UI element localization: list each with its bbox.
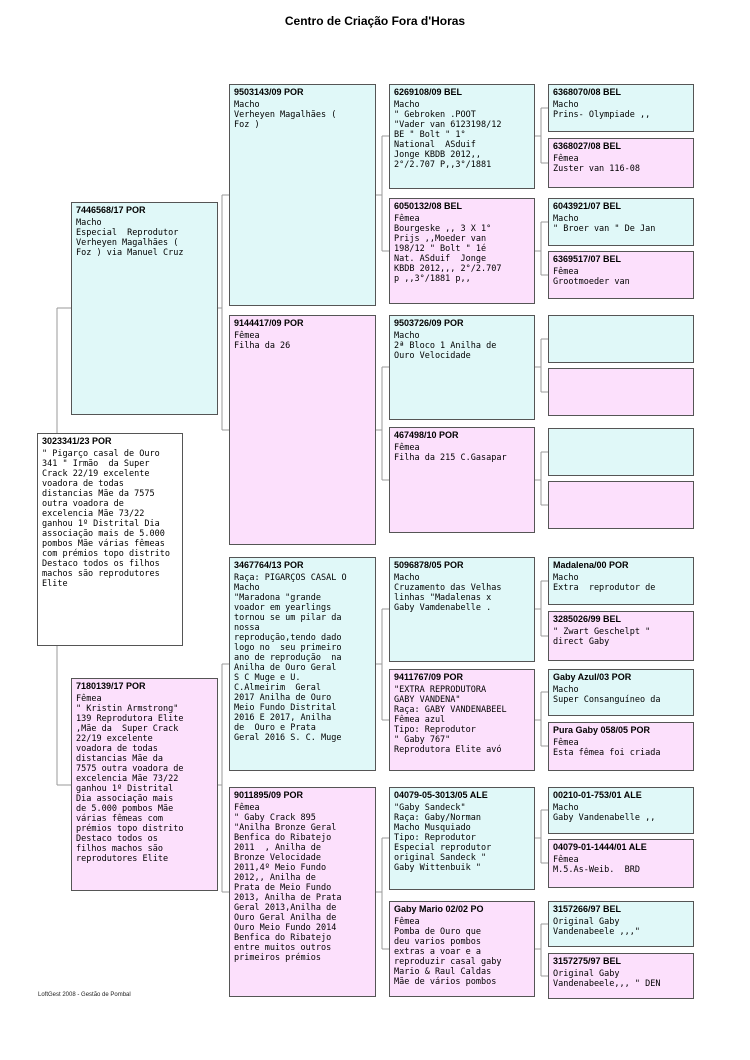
subject-card[interactable]	[37, 433, 183, 646]
bird-notes: Fêmea Filha da 26	[234, 331, 291, 351]
bird-notes: Macho 2ª Bloco 1 Anilha de Ouro Velocidade	[394, 331, 497, 361]
bird-notes: Fêmea " Kristin Armstrong" 139 Reprodutora Elite ,Mãe da Super Crack 22/19 excelente voadora de todas distancias Mãe da 7575 outra voadora de excelencia Mãe 73/22 ganhou 1º Distrital Dia associação mais de 5.000 pombos Mãe várias fêmeas com prémios topo distrito Destaco todos os filhos machos são reprodutores Elite	[76, 694, 184, 864]
ring-number: 3157266/97 BEL	[553, 904, 622, 914]
great-grandparent-connector	[535, 452, 548, 505]
great-grandparent-connector	[535, 339, 548, 392]
ring-number: 6043921/07 BEL	[553, 201, 622, 211]
bird-notes: Macho Cruzamento das Velhas linhas "Madalenas x Gaby Vamdenabelle .	[394, 573, 502, 613]
ancestor-card[interactable]	[548, 251, 694, 299]
bird-notes: Macho Super Consanguíneo da	[553, 685, 661, 705]
great-grandparent-connector	[535, 692, 548, 746]
great-grandparent-card[interactable]	[389, 787, 535, 890]
grandparent-connector	[376, 609, 389, 720]
grandparent-connector	[376, 838, 389, 949]
great-grandparent-connector	[535, 924, 548, 976]
ring-number: 9144417/09 POR	[234, 318, 304, 328]
ancestor-card[interactable]	[548, 198, 694, 246]
ring-number: 3157275/97 BEL	[553, 956, 622, 966]
dam-card[interactable]	[71, 678, 218, 891]
ancestor-card[interactable]	[548, 557, 694, 605]
bird-notes: Macho Gaby Vandenabelle ,,	[553, 803, 656, 823]
ring-number: Gaby Mario 02/02 PO	[394, 904, 484, 914]
bird-notes: Fêmea " Gaby Crack 895 "Anilha Bronze Geral Benfica do Ribatejo 2011 , Anilha de Bronze Velocidade 2011,4º Meio Fundo 2012,, Anilha de Prata de Meio Fundo 2013, Anilha de Prata Geral 2013,Anilha de Ouro Geral Anilha de Ouro Meio Fundo 2014 Benfica do Ribatejo entre muitos outros primeiros prémios	[234, 803, 342, 963]
ring-number: 9011895/09 POR	[234, 790, 304, 800]
ancestor-card[interactable]	[548, 787, 694, 834]
ring-number: 3467764/13 POR	[234, 560, 304, 570]
grandparent-connector	[376, 136, 389, 251]
ancestor-card-empty	[548, 481, 694, 529]
great-grandparent-connector	[535, 108, 548, 163]
bird-notes: "Gaby Sandeck" Raça: Gaby/Norman Macho Musquiado Tipo: Reprodutor Especial reprodutor original Sandeck " Gaby Wittenbuik "	[394, 803, 492, 873]
ring-number: 3285026/99 BEL	[553, 614, 622, 624]
grandparent-connector	[376, 367, 389, 480]
bird-notes: Macho Prins- Olympiade ,,	[553, 100, 651, 120]
bird-notes: Macho Verheyen Magalhães ( Foz )	[234, 100, 337, 130]
bird-notes: Fêmea Bourgeske ,, 3 X 1° Prijs ,,Moeder van 198/12 " Bolt " 1é Nat. ASduif Jonge KBDB 2012,,, 2°/2.707 p ,,3°/1881 p,,	[394, 214, 502, 284]
ancestor-card[interactable]	[548, 669, 694, 716]
ring-number: 6368070/08 BEL	[553, 87, 622, 97]
bird-notes: Macho Extra reprodutor de	[553, 573, 656, 593]
ring-number: 6369517/07 BEL	[553, 254, 622, 264]
great-grandparent-card[interactable]	[389, 901, 535, 997]
ancestor-card[interactable]	[548, 901, 694, 947]
great-grandparent-card[interactable]	[389, 198, 535, 304]
great-grandparent-connector	[535, 222, 548, 275]
ancestor-card-empty	[548, 315, 694, 363]
page-title: Centro de Criação Fora d'Horas	[284, 14, 466, 28]
ring-number: 6269108/09 BEL	[394, 87, 463, 97]
ancestor-card[interactable]	[548, 722, 694, 771]
ring-number: 3023341/23 POR	[42, 436, 112, 446]
bird-notes: Fêmea Filha da 215 C.Gasapar	[394, 443, 507, 463]
great-grandparent-card[interactable]	[389, 669, 535, 771]
ring-number: Gaby Azul/03 POR	[553, 672, 632, 682]
ring-number: 9411767/09 POR	[394, 672, 464, 682]
sire-connector	[218, 195, 229, 430]
grandparent-card[interactable]	[229, 315, 376, 545]
great-grandparent-connector	[535, 581, 548, 636]
great-grandparent-card[interactable]	[389, 84, 535, 189]
ring-number: 04079-05-3013/05 ALE	[394, 790, 488, 800]
ancestor-card-empty	[548, 368, 694, 416]
ancestor-card[interactable]	[548, 84, 694, 132]
great-grandparent-card[interactable]	[389, 315, 535, 420]
bird-notes: Fêmea Zuster van 116-08	[553, 154, 640, 174]
ancestor-card[interactable]	[548, 953, 694, 999]
ancestor-card[interactable]	[548, 839, 694, 888]
bird-notes: Fêmea Esta fêmea foi criada	[553, 738, 661, 758]
bird-notes: Fêmea M.5.As-Weib. BRD	[553, 855, 640, 875]
sire-card[interactable]	[71, 202, 218, 415]
bird-notes: Fêmea Grootmoeder van	[553, 267, 630, 287]
bird-notes: Macho Especial Reprodutor Verheyen Magalhães ( Foz ) via Manuel Cruz	[76, 218, 184, 258]
bird-notes: Macho " Gebroken .POOT "Vader van 6123198/12 BE " Bolt " 1° National ASduif Jonge KBDB 2012,, 2°/2.707 P,,3°/1881	[394, 100, 502, 170]
ring-number: 7180139/17 POR	[76, 681, 146, 691]
ring-number: 467498/10 POR	[394, 430, 459, 440]
ancestor-card[interactable]	[548, 611, 694, 661]
bird-notes: " Zwart Geschelpt " direct Gaby	[553, 627, 651, 647]
ring-number: 9503143/09 POR	[234, 87, 304, 97]
ring-number: 04079-01-1444/01 ALE	[553, 842, 647, 852]
bird-notes: Raça: PIGARÇOS CASAL O Macho "Maradona "grande voador em yearlings tornou se um pilar da nossa reprodução,tendo dado logo no seu primeiro ano de reprodução na Anilha de Ouro Geral S C Muge e U. C.Almeirim Geral 2017 Anilha de Ouro Meio Fundo Distrital 2016 E 2017, Anilha de Ouro e Prata Geral 2016 S. C. Muge	[234, 573, 347, 743]
grandparent-card[interactable]	[229, 557, 376, 771]
bird-notes: Original Gaby Vandenabeele ,,,"	[553, 917, 640, 937]
ring-number: Pura Gaby 058/05 POR	[553, 725, 651, 735]
ancestor-card[interactable]	[548, 138, 694, 188]
dam-connector	[218, 664, 229, 892]
great-grandparent-card[interactable]	[389, 557, 535, 662]
great-grandparent-card[interactable]	[389, 427, 535, 533]
ring-number: 6050132/08 BEL	[394, 201, 463, 211]
ring-number: 6368027/08 BEL	[553, 141, 622, 151]
ancestor-card-empty	[548, 428, 694, 476]
bird-notes: Fêmea Pomba de Ouro que deu varios pombos extras a voar e a reproduzir casal gaby Mario & Raul Caldas Mãe de vários pombos	[394, 917, 502, 987]
ring-number: 5096878/05 POR	[394, 560, 464, 570]
ring-number: 00210-01-753/01 ALE	[553, 790, 642, 800]
bird-notes: Macho " Broer van " De Jan	[553, 214, 656, 234]
grandparent-card[interactable]	[229, 787, 376, 997]
grandparent-card[interactable]	[229, 84, 376, 306]
ring-number: Madalena/00 POR	[553, 560, 629, 570]
ring-number: 9503726/09 POR	[394, 318, 464, 328]
bird-notes: " Pigarço casal de Ouro 341 " Irmão da Super Crack 22/19 excelente voadora de todas distancias Mãe da 7575 outra voadora de excelencia Mãe 73/22 ganhou 1º Distrital Dia associação mais de 5.000 pombos Mãe várias fêmeas com prémios topo distrito Destaco todos os filhos machos são reprodutores Elite	[42, 449, 176, 589]
bird-notes: "EXTRA REPRODUTORA GABY VANDENA" Raça: GABY VANDENABEEL Fêmea azul Tipo: Reprodutor " Gaby 767" Reprodutora Elite avó	[394, 685, 507, 755]
ring-number: 7446568/17 POR	[76, 205, 146, 215]
great-grandparent-connector	[535, 810, 548, 863]
bird-notes: Original Gaby Vandenabeele,,, " DEN	[553, 969, 661, 989]
footer-credit: LoftGest 2008 - Gestão de Pombal	[38, 992, 131, 998]
